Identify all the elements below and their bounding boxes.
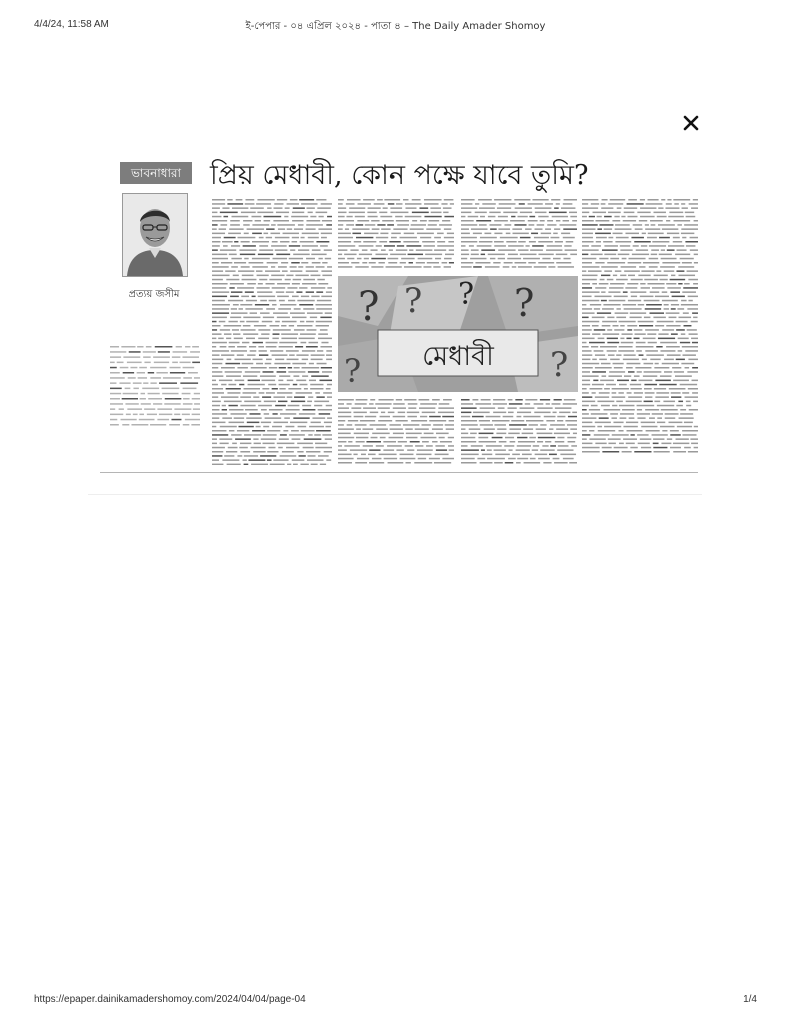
- svg-text:?: ?: [458, 277, 475, 312]
- print-page-count: 1/4: [743, 994, 757, 1005]
- article-photo: [338, 276, 578, 392]
- author-photo: [122, 193, 188, 277]
- svg-text:?: ?: [404, 281, 423, 321]
- article-bottom-rule: [100, 472, 698, 473]
- article-column-2-bottom: [338, 397, 454, 465]
- svg-text:?: ?: [550, 345, 569, 385]
- photo-caption: মেধাবী: [422, 341, 494, 372]
- print-timestamp: 4/4/24, 11:58 AM: [34, 19, 109, 30]
- close-icon[interactable]: [679, 111, 703, 135]
- article-column-3-top: [461, 197, 577, 271]
- print-url: https://epaper.dainikamadershomoy.com/2024/04/04/page-04: [34, 994, 306, 1005]
- article-headline: প্রিয় মেধাবী, কোন পক্ষে যাবে তুমি?: [210, 160, 589, 191]
- svg-text:?: ?: [514, 281, 535, 325]
- article-column-1: [212, 197, 332, 465]
- article-column-2-top: [338, 197, 454, 271]
- close-button[interactable]: [679, 111, 703, 135]
- author-name: প্রত্যয় জসীম: [128, 289, 180, 300]
- article-column-3-bottom: [461, 397, 577, 465]
- section-label: ভাবনাধারা: [120, 162, 192, 184]
- svg-text:?: ?: [358, 284, 380, 330]
- page-divider: [88, 494, 702, 495]
- print-page-title: ই-পেপার - ০৪ এপ্রিল ২০২৪ - পাতা ৪ – The Daily Amader Shomoy: [245, 21, 546, 32]
- author-bio: [110, 344, 200, 428]
- article-column-4: [582, 197, 698, 455]
- svg-text:?: ?: [344, 352, 362, 390]
